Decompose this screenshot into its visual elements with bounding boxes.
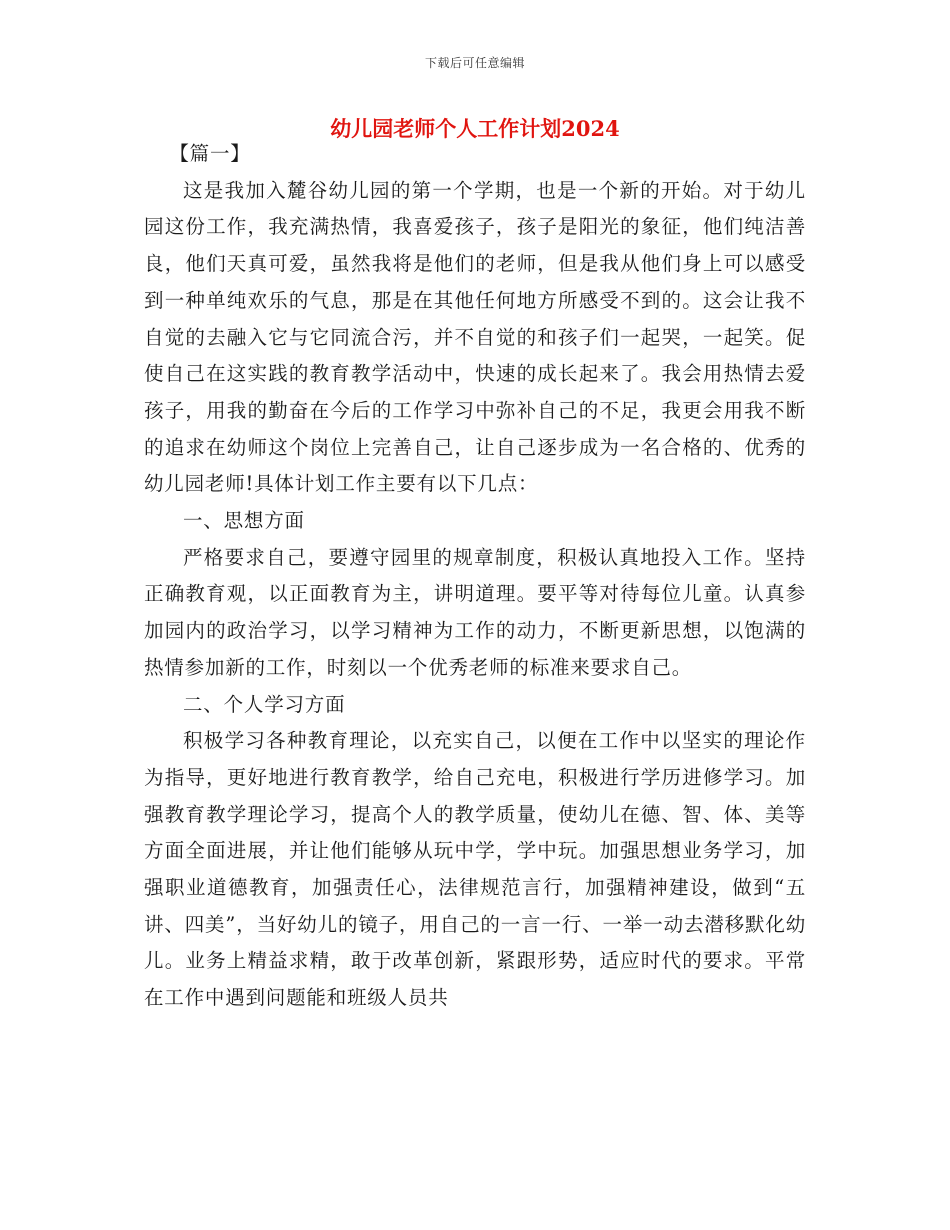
paragraph-thought: 严格要求自己，要遵守园里的规章制度，积极认真地投入工作。坚持正确教育观，以正面教育为主，讲明道理。要平等对待每位儿童。认真参加园内的政治学习，以学习精神为工作的动力，不断更新思想，以饱满的热情参加新的工作，时刻以一个优秀老师的标准来要求自己。 [144, 545, 806, 679]
header-note: 下载后可任意编辑 [424, 56, 525, 70]
part-label: 【篇一】 [169, 142, 251, 165]
document-title: 幼儿园老师个人工作计划2024 [330, 116, 620, 141]
paragraph-intro: 这是我加入麓谷幼儿园的第一个学期，也是一个新的开始。对于幼儿园这份工作，我充满热情，我喜爱孩子，孩子是阳光的象征，他们纯洁善良，他们天真可爱，虽然我将是他们的老师，但是我从他们身上可以感受到一种单纯欢乐的气息，那是在其他任何地方所感受不到的。这会让我不自觉的去融入它与它同流合污，并不自觉的和孩子们一起哭，一起笑。促使自己在这实践的教育教学活动中，快速的成长起来了。我会用热情去爱孩子，用我的勤奋在今后的工作学习中弥补自己的不足，我更会用我不断的追求在幼师这个岗位上完善自己，让自己逐步成为一名合格的、优秀的幼儿园老师!具体计划工作主要有以下几点： [144, 178, 806, 496]
section-heading-study: 二、个人学习方面 [183, 692, 346, 716]
paragraph-study: 积极学习各种教育理论，以充实自己，以便在工作中以坚实的理论作为指导，更好地进行教育教学，给自己充电，积极进行学历进修学习。加强教育教学理论学习，提高个人的教学质量，使幼儿在德、智、体、美等方面全面进展，并让他们能够从玩中学，学中玩。加强思想业务学习，加强职业道德教育，加强责任心，法律规范言行，加强精神建设，做到“五讲、四美”，当好幼儿的镜子，用自己的一言一行、一举一动去潜移默化幼儿。业务上精益求精，敢于改革创新，紧跟形势，适应时代的要求。平常在工作中遇到问题能和班级人员共 [144, 729, 806, 1010]
document-body [144, 136, 806, 1017]
section-heading-thought: 一、思想方面 [183, 509, 305, 533]
